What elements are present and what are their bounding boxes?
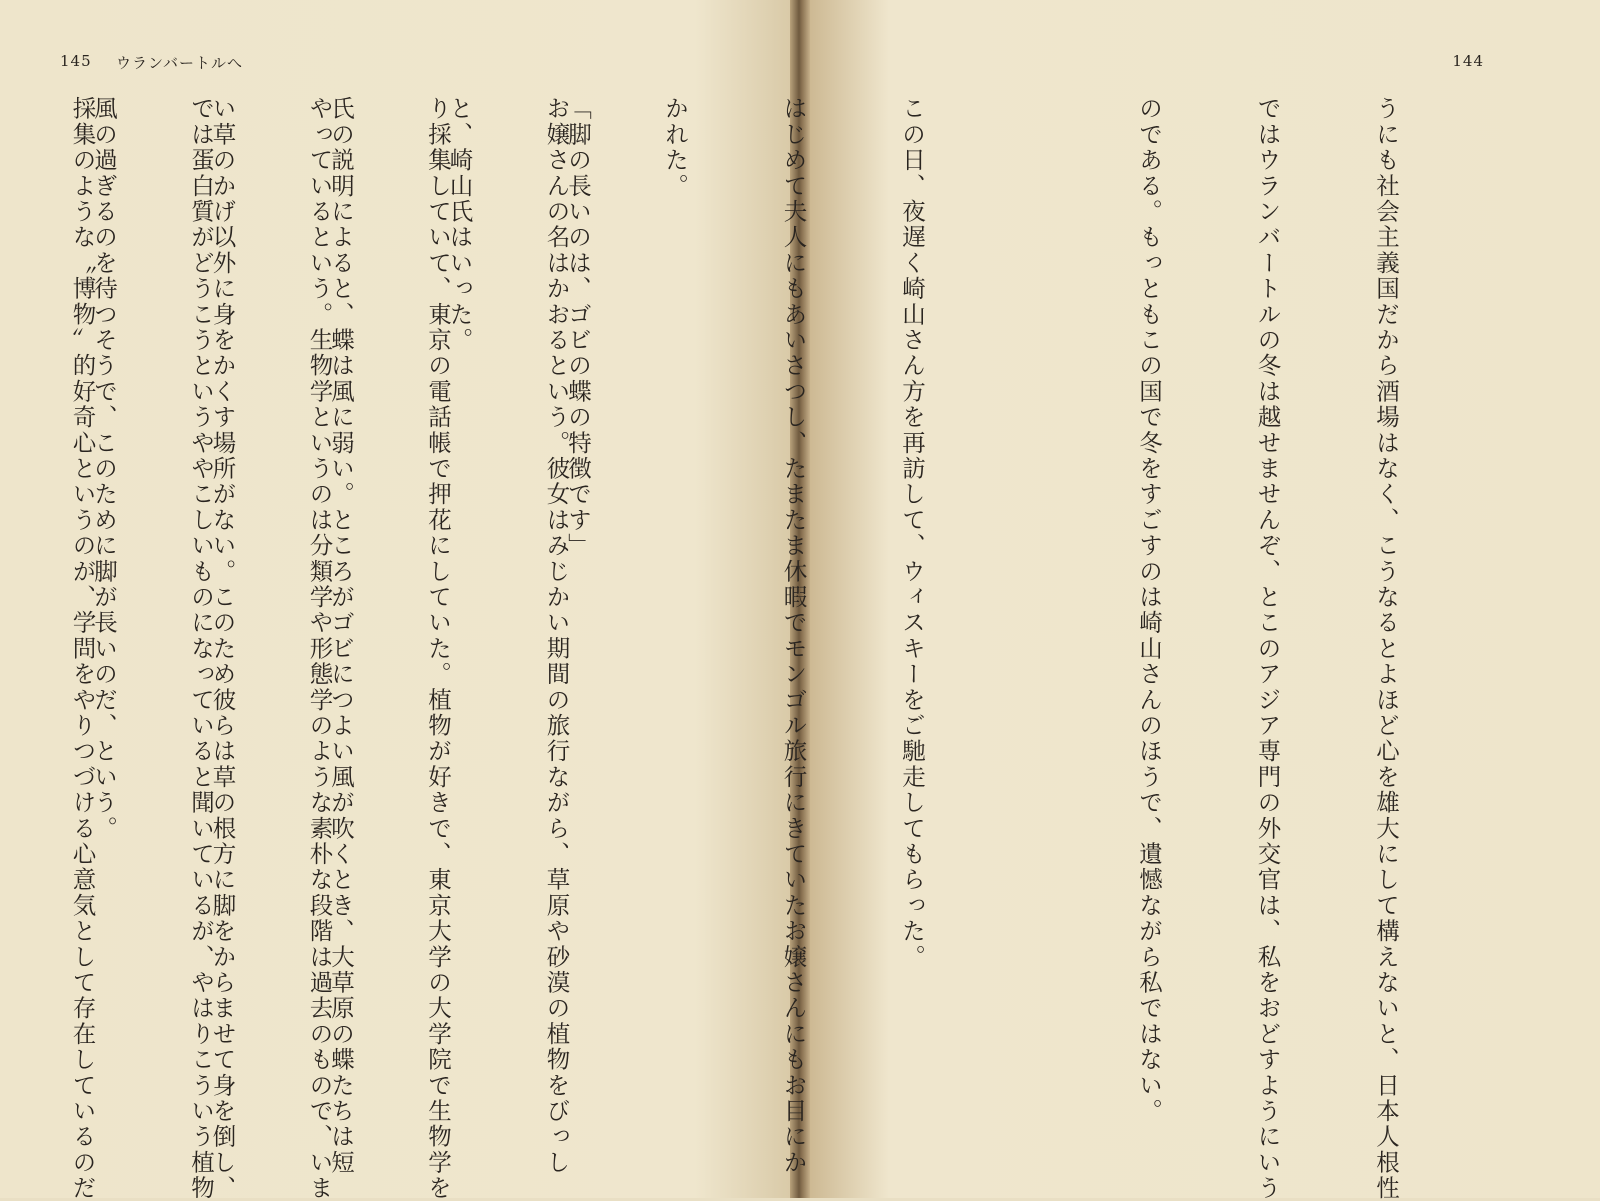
text-line: やっているという。生物学というのは分類学や形態学のような素朴な段階は過去のもので、いま <box>305 96 334 1201</box>
text-line: では蛋白質がどうこうというややこしいものになっていると聞いているが、やはりこういう植物 <box>187 96 215 1201</box>
text-line: のである。もっともこの国で冬をすごすのは崎山さんのほうで、遺憾ながら私ではない。 <box>1135 96 1163 1124</box>
text-line: お嬢さんの名はかおるという。彼女はみじかい期間の旅行ながら、草原や砂漠の植物をびっし <box>542 96 571 1176</box>
text-line: 採集のような〝博物〟的好奇心というのが、学問をやりつづける心意気として存在しているのだ <box>68 96 97 1201</box>
text-line: この日、夜遅く崎山さん方を再訪して、ウィスキーをご馳走してもらった。 <box>898 96 926 970</box>
text-line: ではウランバートルの冬は越せませんぞ、とこのアジア専門の外交官は、私をおどすようにいう <box>1253 96 1282 1201</box>
text-line: い草のかげ以外に身をかくす場所がない。このため彼らは草の根方に脚をからませて身を倒し、 <box>208 96 237 1201</box>
text-line: うにも社会主義国だから酒場はなく、こうなるとよほど心を雄大にして構えないと、日本人根性 <box>1372 96 1400 1201</box>
text-line: り採集していて、東京の電話帳で押花にしていた。植物が好きで、東京大学の大学院で生物学を <box>424 96 452 1201</box>
running-title: ウランバートルへ <box>116 54 243 72</box>
text-line: と、崎山氏はいった。 <box>445 96 474 353</box>
text-line: はじめて夫人にもあいさつし、たまたま休暇でモンゴル旅行にきていたお嬢さんにもお目にか <box>779 96 808 1176</box>
page-number-left: 145 <box>60 52 92 70</box>
text-line: 風の過ぎるのを待つそうで、このために脚が長いのだ、という。 <box>90 96 118 842</box>
text-line: 氏の説明によると、蝶は風に弱い。ところがゴビにつよい風が吹くとき、大草原の蝶たちは短 <box>327 96 355 1176</box>
text-line: かれた。 <box>661 96 689 199</box>
page-number-right: 144 <box>1452 52 1484 70</box>
text-line: 「脚の長いのは、ゴビの蝶の特徴です」 <box>564 96 592 559</box>
text-line <box>1010 96 1050 1156</box>
